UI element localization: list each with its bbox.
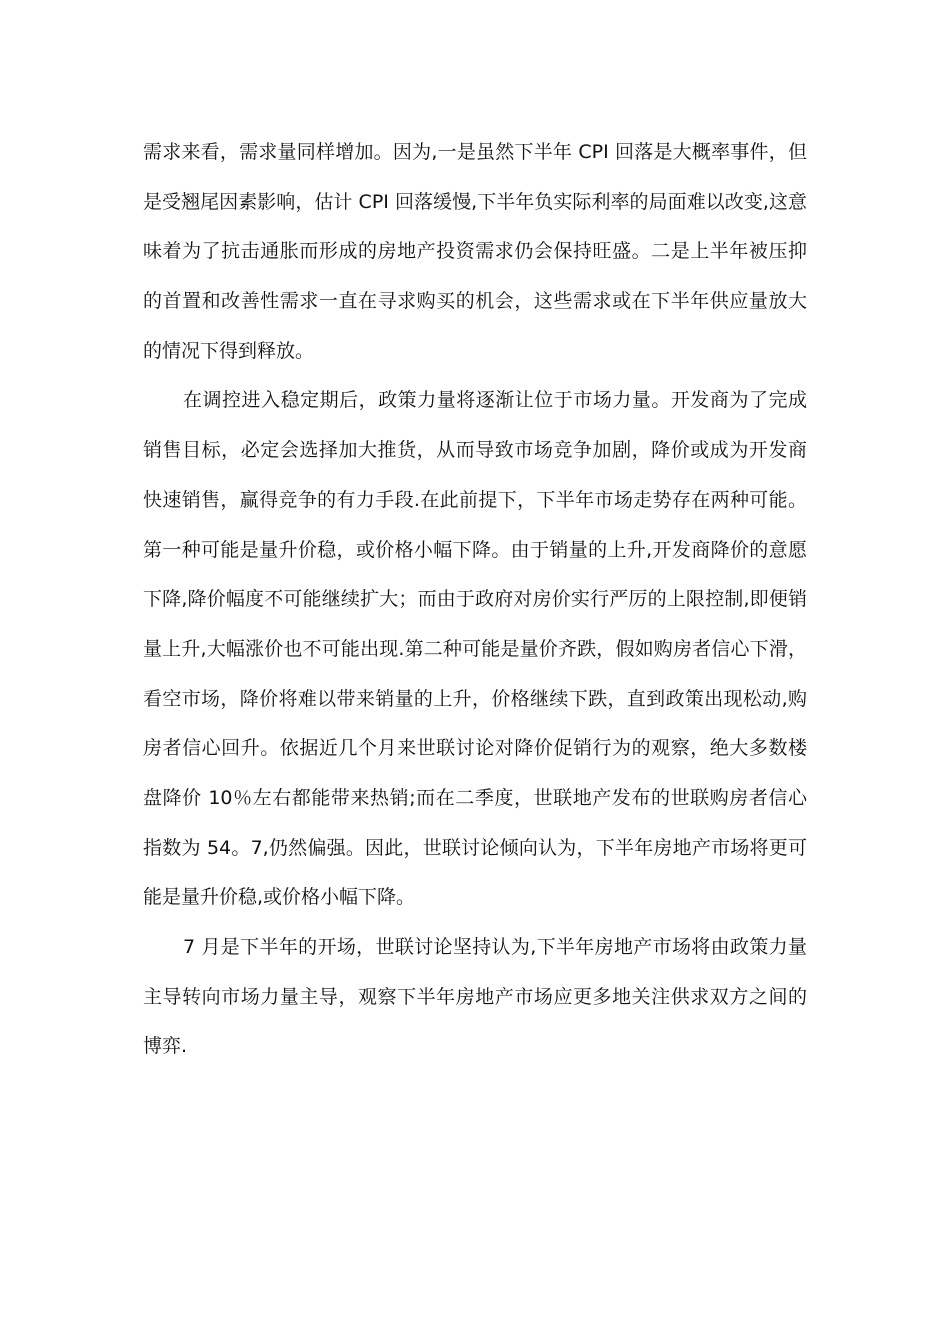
paragraph-2-line-11: 能是量升价稳,或价格小幅下降。 <box>143 886 416 909</box>
paragraph-2-line-10: 指数为 54。7,仍然偏强。因此，世联讨论倾向认为，下半年房地产市场将更可 <box>143 836 807 859</box>
paragraph-3-line-3: 博弈. <box>143 1035 188 1058</box>
paragraph-2-line-6: 量上升,大幅涨价也不可能出现.第二种可能是量价齐跌，假如购房者信心下滑， <box>143 637 807 660</box>
paragraph-2-line-1: 在调控进入稳定期后，政策力量将逐渐让位于市场力量。开发商为了完成 <box>183 389 807 412</box>
document-body <box>143 128 807 1072</box>
paragraph-1-line-3: 味着为了抗击通胀而形成的房地产投资需求仍会保持旺盛。二是上半年被压抑 <box>143 240 807 263</box>
paragraph-2-line-8: 房者信心回升。依据近几个月来世联讨论对降价促销行为的观察，绝大多数楼 <box>143 737 807 760</box>
paragraph-2-line-3: 快速销售，赢得竞争的有力手段.在此前提下，下半年市场走势存在两种可能。 <box>143 488 807 511</box>
paragraph-2-line-9: 盘降价 10％左右都能带来热销;而在二季度，世联地产发布的世联购房者信心 <box>143 786 807 809</box>
paragraph-1-line-1: 需求来看，需求量同样增加。因为,一是虽然下半年 CPI 回落是大概率事件，但 <box>143 141 807 163</box>
paragraph-1-line-4: 的首置和改善性需求一直在寻求购买的机会，这些需求或在下半年供应量放大 <box>143 290 807 313</box>
paragraph-2-line-4: 第一种可能是量升价稳，或价格小幅下降。由于销量的上升,开发商降价的意愿 <box>143 538 807 561</box>
paragraph-1-line-5: 的情况下得到释放。 <box>143 339 315 362</box>
paragraph-1-line-2: 是受翘尾因素影响，估计 CPI 回落缓慢,下半年负实际利率的局面难以改变,这意 <box>143 190 807 213</box>
paragraph-3-line-1: 7 月是下半年的开场，世联讨论坚持认为,下半年房地产市场将由政策力量 <box>183 936 807 958</box>
paragraph-2-line-2: 销售目标，必定会选择加大推货，从而导致市场竞争加剧，降价或成为开发商 <box>143 439 807 462</box>
paragraph-2-line-7: 看空市场，降价将难以带来销量的上升，价格继续下跌，直到政策出现松动,购 <box>143 687 807 710</box>
paragraph-3-line-2: 主导转向市场力量主导，观察下半年房地产市场应更多地关注供求双方之间的 <box>143 985 807 1008</box>
paragraph-2-line-5: 下降,降价幅度不可能继续扩大；而由于政府对房价实行严厉的上限控制,即便销 <box>143 588 807 611</box>
